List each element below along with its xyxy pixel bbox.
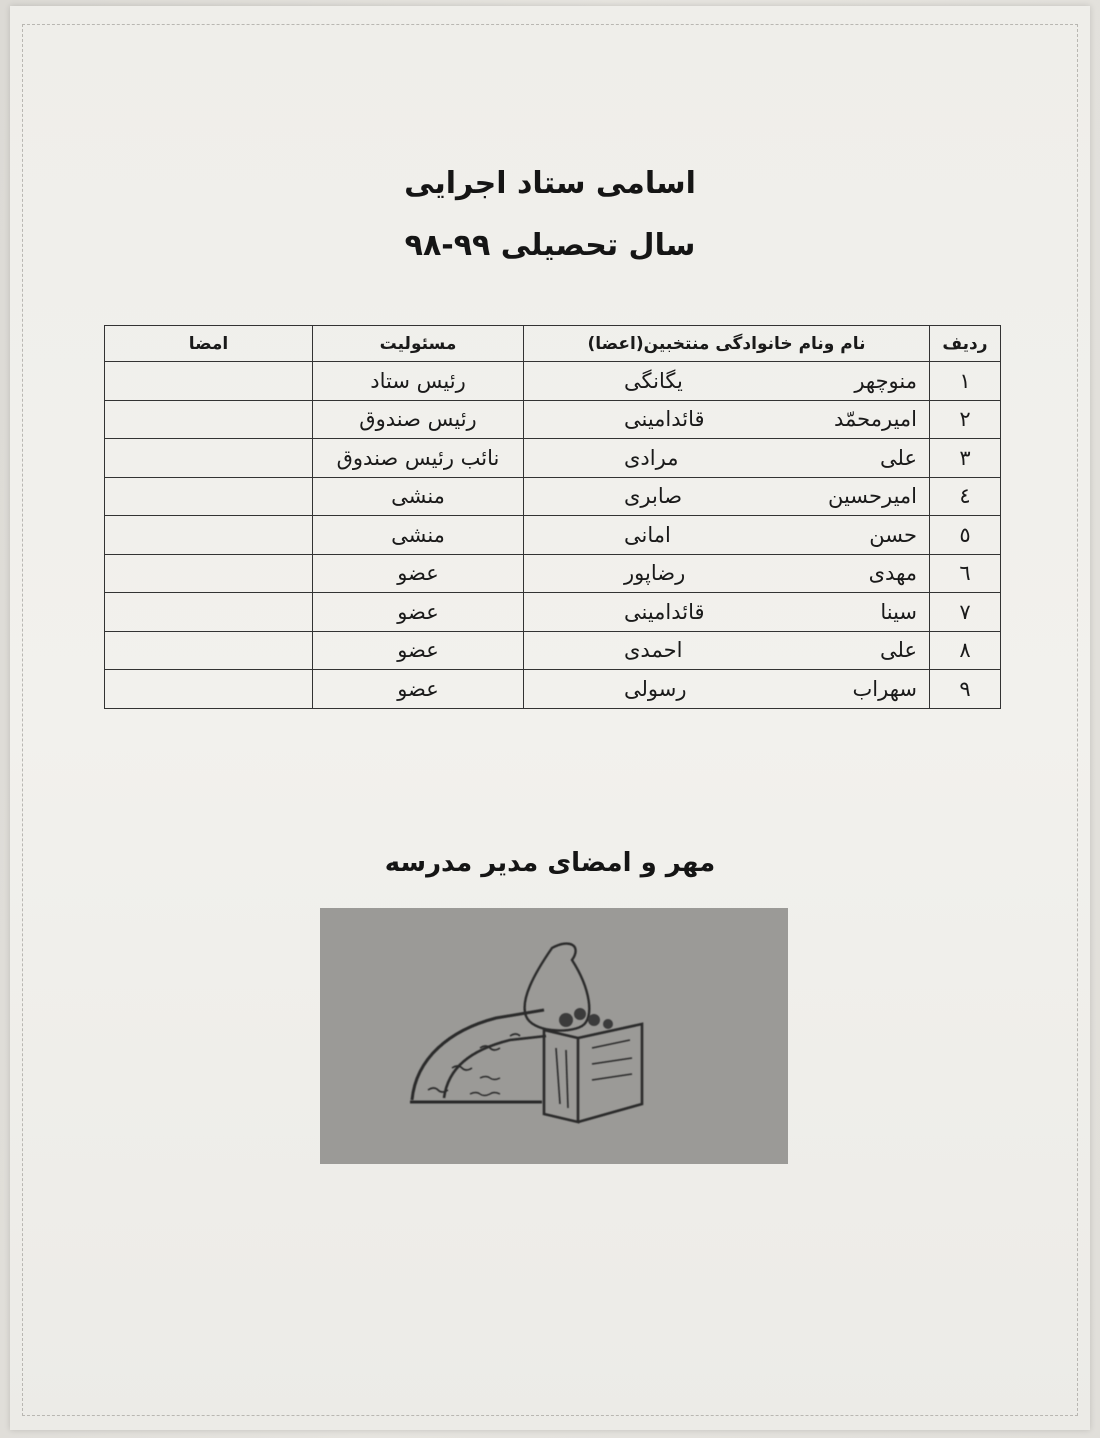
last-name: صابری: [624, 484, 683, 509]
table-row: [105, 554, 1001, 593]
table-header-row: [105, 326, 1001, 362]
header-row-number: ردیف: [930, 326, 1001, 362]
row-number: ۷: [930, 593, 1001, 632]
member-name: [524, 554, 930, 593]
member-name: [524, 593, 930, 632]
member-role: رئیس صندوق: [313, 400, 524, 439]
member-role: عضو: [313, 593, 524, 632]
signature-cell: [105, 439, 313, 478]
last-name: مرادی: [624, 445, 679, 470]
signature-cell: [105, 631, 313, 670]
row-number: ٦: [930, 554, 1001, 593]
row-number: ٥: [930, 516, 1001, 555]
table-row: [105, 631, 1001, 670]
member-role: عضو: [313, 670, 524, 709]
paper-sheet: [10, 6, 1090, 1430]
document-subtitle: سال تحصیلی ۹۹-۹۸: [404, 228, 696, 263]
signature-cell: [105, 400, 313, 439]
row-number: ۸: [930, 631, 1001, 670]
member-role: عضو: [313, 554, 524, 593]
first-name: امیرحسین: [827, 484, 917, 509]
member-role: عضو: [313, 631, 524, 670]
members-table: [104, 325, 1001, 709]
first-name: مهدی: [868, 561, 917, 586]
row-number: ٤: [930, 477, 1001, 516]
header-signature: امضا: [105, 326, 313, 362]
signature-cell: [105, 477, 313, 516]
last-name: رضاپور: [624, 561, 686, 586]
last-name: یگانگی: [624, 368, 683, 393]
signature-cell: [105, 516, 313, 555]
row-number: ۲: [930, 400, 1001, 439]
first-name: حسن: [869, 522, 917, 547]
seal-heading: مهر و امضای مدیر مدرسه: [384, 848, 716, 878]
table-row: [105, 516, 1001, 555]
last-name: قائدامینی: [624, 599, 705, 624]
first-name: منوچهر: [854, 368, 917, 393]
header-role: مسئولیت: [313, 326, 524, 362]
stamp-graphic: [320, 908, 788, 1164]
member-name: [524, 516, 930, 555]
table-row: [105, 400, 1001, 439]
table-row: [105, 670, 1001, 709]
member-name: [524, 631, 930, 670]
row-number: ۱: [930, 362, 1001, 401]
signature-cell: [105, 593, 313, 632]
last-name: رسولی: [624, 676, 687, 701]
table-row: [105, 362, 1001, 401]
last-name: قائدامینی: [624, 407, 705, 432]
member-name: [524, 439, 930, 478]
member-name: [524, 362, 930, 401]
member-name: [524, 477, 930, 516]
first-name: علی: [880, 445, 917, 470]
first-name: سهراب: [852, 676, 917, 701]
signature-cell: [105, 554, 313, 593]
member-name: [524, 670, 930, 709]
first-name: سینا: [880, 599, 917, 624]
header-name: نام ونام خانوادگی منتخبین(اعضا): [524, 326, 930, 362]
member-name: [524, 400, 930, 439]
document-title: اسامی ستاد اجرایی: [404, 166, 696, 201]
table-row: [105, 477, 1001, 516]
member-role: رئیس ستاد: [313, 362, 524, 401]
row-number: ۹: [930, 670, 1001, 709]
signature-cell: [105, 670, 313, 709]
member-role: منشی: [313, 477, 524, 516]
last-name: احمدی: [624, 638, 683, 663]
table-row: [105, 593, 1001, 632]
school-seal-stamp: [320, 908, 788, 1164]
member-role: منشی: [313, 516, 524, 555]
table-row: [105, 439, 1001, 478]
last-name: امانی: [624, 522, 671, 547]
first-name: امیرمحمّد: [834, 407, 917, 432]
first-name: علی: [880, 638, 917, 663]
member-role: نائب رئیس صندوق: [313, 439, 524, 478]
row-number: ۳: [930, 439, 1001, 478]
signature-cell: [105, 362, 313, 401]
